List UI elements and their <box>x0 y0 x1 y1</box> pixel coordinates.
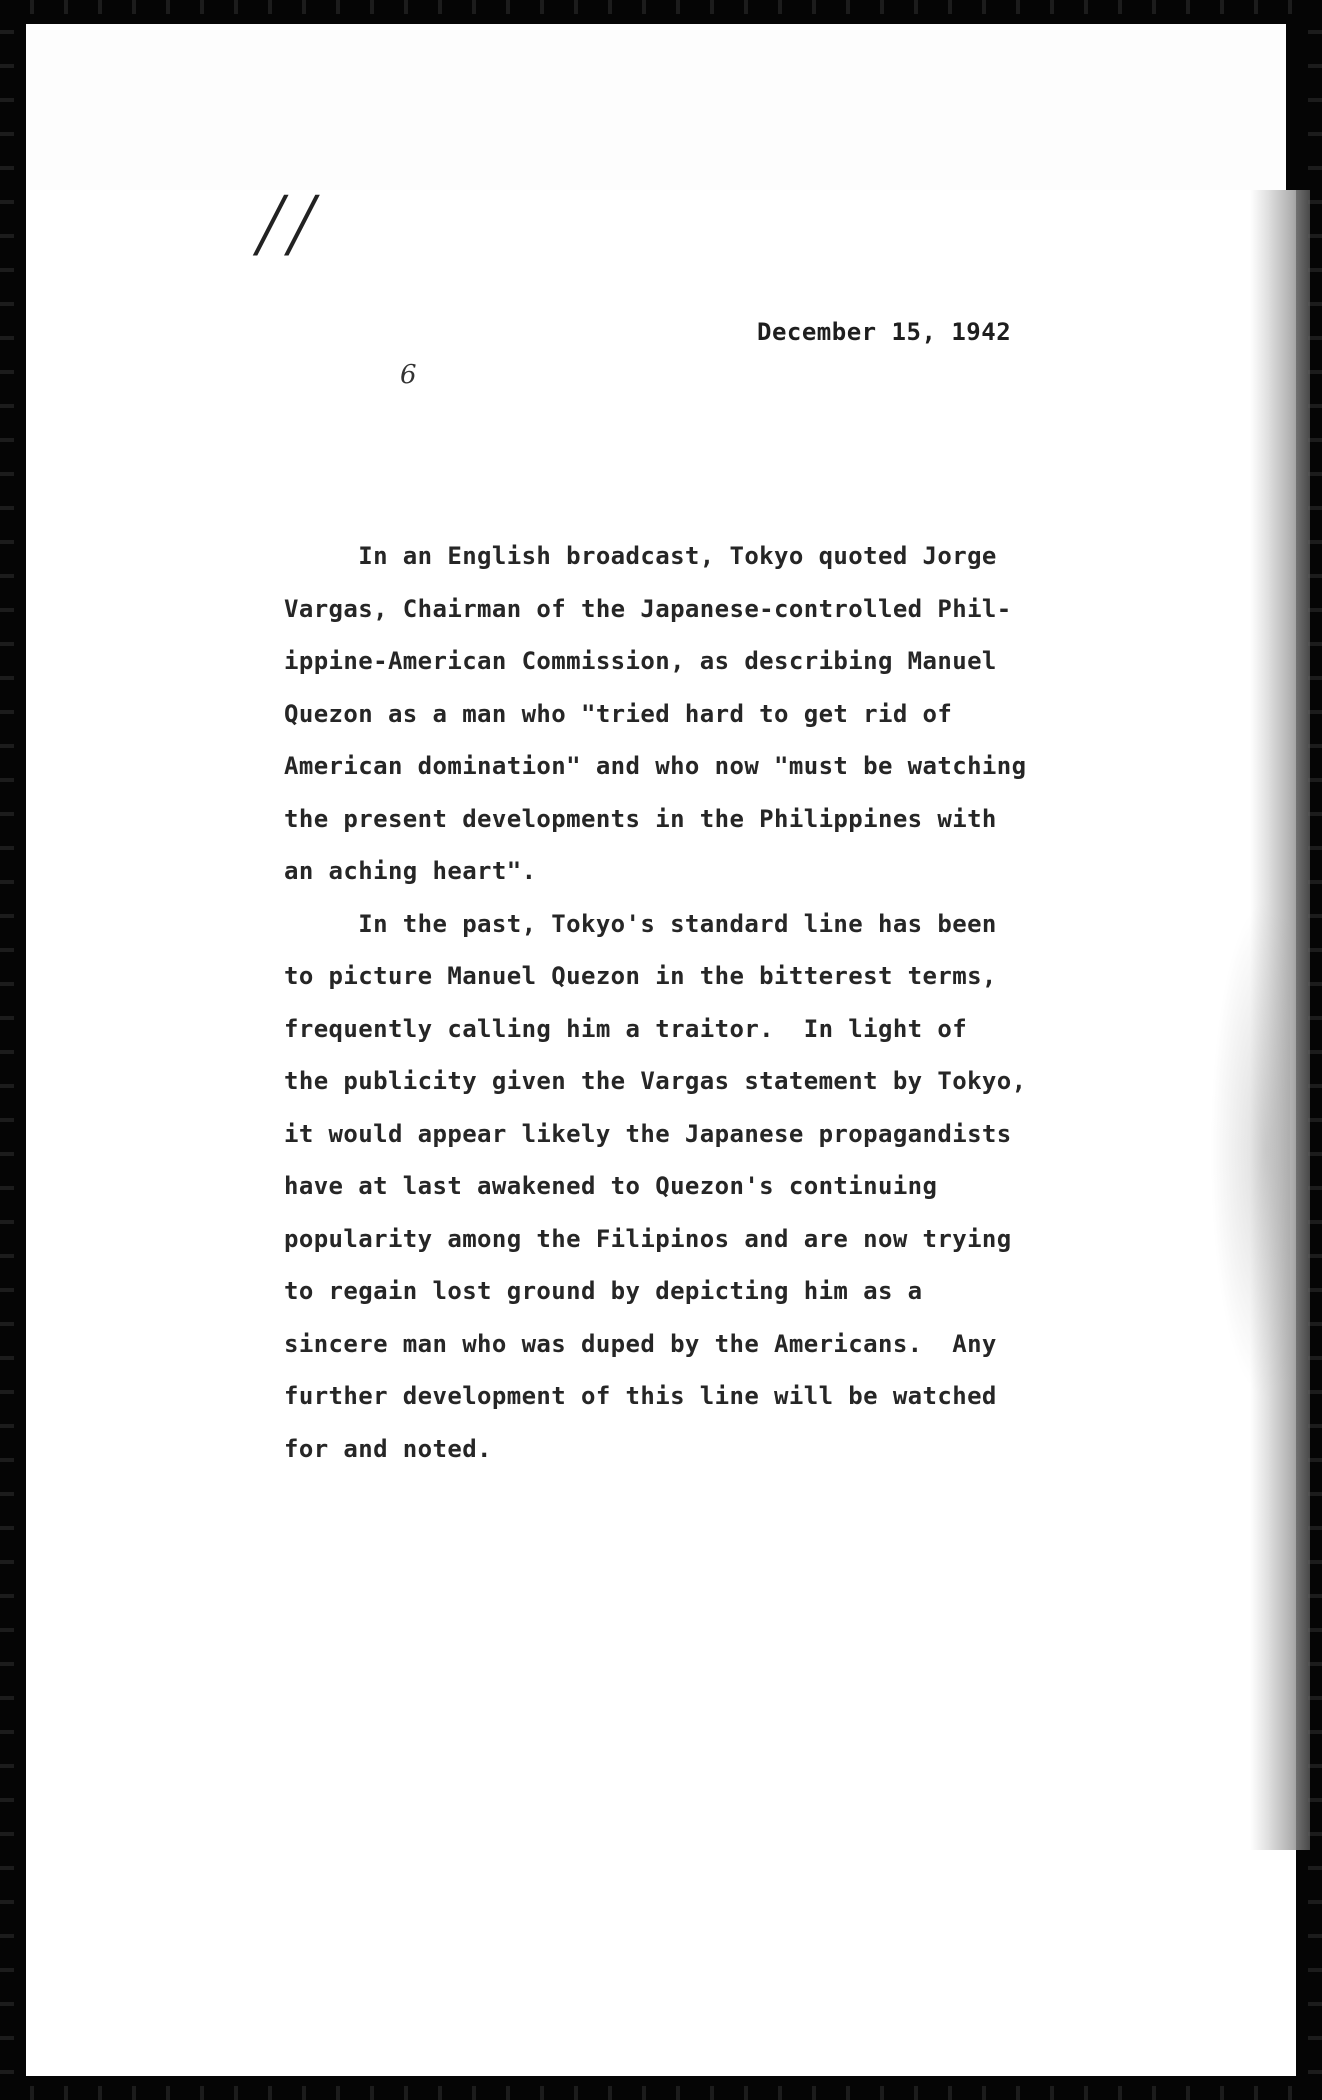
body-line: it would appear likely the Japanese propagandists <box>284 1119 1012 1148</box>
body-line: popularity among the Filipinos and are now trying <box>284 1224 1012 1253</box>
document-date: December 15, 1942 <box>757 318 1012 346</box>
body-line: In an English broadcast, Tokyo quoted Jorge <box>284 542 997 570</box>
body-line: the present developments in the Philippines with <box>284 804 997 833</box>
body-line: frequently calling him a traitor. In light of <box>284 1014 968 1043</box>
body-line: Quezon as a man who "tried hard to get rid of <box>284 699 953 728</box>
body-line: American domination" and who now "must be watching <box>284 752 1027 780</box>
body-line: In the past, Tokyo's standard line has been <box>284 909 997 938</box>
body-line: Vargas, Chairman of the Japanese-controlled Phil- <box>284 594 1012 623</box>
body-line: ippine-American Commission, as describing Manuel <box>284 647 997 675</box>
body-line: further development of this line will be watched <box>284 1382 997 1410</box>
body-line: to picture Manuel Quezon in the bitterest terms, <box>284 962 997 990</box>
body-line: an aching heart". <box>284 857 537 885</box>
body-line: the publicity given the Vargas statement by Tokyo, <box>284 1067 1027 1095</box>
body-line: have at last awakened to Quezon's continuing <box>284 1172 938 1200</box>
page-fold-shadow <box>1210 900 1290 1400</box>
film-edge-left <box>0 0 14 2100</box>
handwritten-number: 6 <box>400 360 417 390</box>
body-line: to regain lost ground by depicting him as a <box>284 1277 923 1305</box>
body-line: sincere man who was duped by the Americans. Any <box>284 1329 997 1358</box>
document-body <box>284 530 1084 1475</box>
film-edge-top <box>0 0 1322 14</box>
body-line: for and noted. <box>284 1434 492 1463</box>
film-edge-right <box>1308 0 1322 2100</box>
film-edge-bottom <box>0 2086 1322 2100</box>
handwritten-initials: ╱╱ <box>255 196 318 256</box>
